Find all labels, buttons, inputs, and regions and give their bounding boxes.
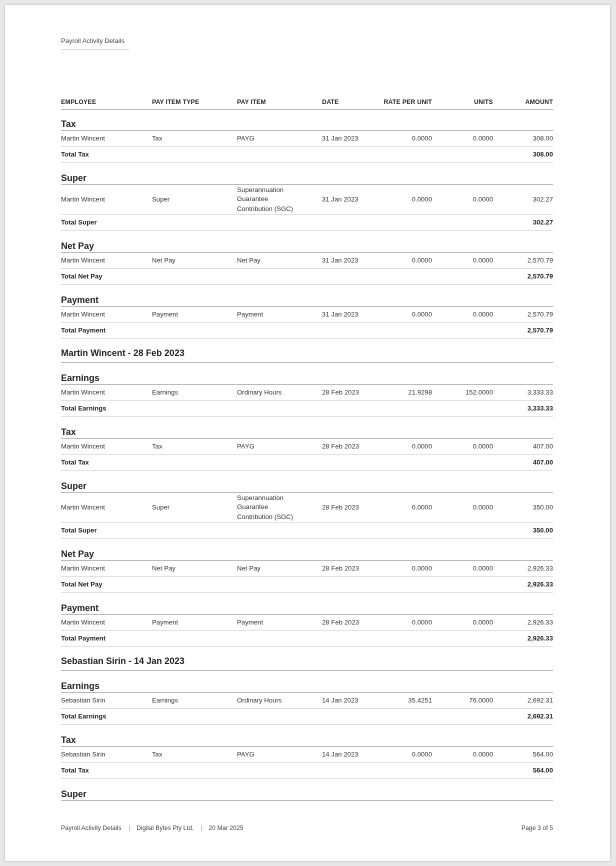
total-row bbox=[61, 401, 553, 417]
cell-units: 152.0000 bbox=[465, 388, 493, 396]
cell-units: 0.0000 bbox=[472, 564, 493, 572]
cell-date: 14 Jan 2023 bbox=[322, 696, 359, 704]
total-amount: 2,692.31 bbox=[527, 712, 553, 720]
cell-amount: 302.27 bbox=[532, 195, 553, 203]
page-footer bbox=[61, 825, 553, 832]
cell-date: 28 Feb 2023 bbox=[322, 503, 360, 511]
total-amount: 350.00 bbox=[532, 526, 553, 534]
cell-date: 28 Feb 2023 bbox=[322, 388, 360, 396]
cell-amount: 2,570.79 bbox=[527, 310, 553, 318]
total-amount: 2,926.33 bbox=[527, 634, 553, 642]
cell-date: 14 Jan 2023 bbox=[322, 750, 359, 758]
total-row bbox=[61, 577, 553, 593]
total-row bbox=[61, 323, 553, 339]
total-row bbox=[61, 523, 553, 539]
cell-rate-per-unit: 21.9298 bbox=[408, 388, 432, 396]
table-row bbox=[61, 747, 553, 763]
cell-units: 0.0000 bbox=[472, 310, 493, 318]
cell-pay-item: Ordinary Hours bbox=[237, 696, 282, 704]
cell-rate-per-unit: 0.0000 bbox=[411, 503, 432, 511]
cell-rate-per-unit: 35.4251 bbox=[408, 696, 432, 704]
column-amount: AMOUNT bbox=[525, 99, 553, 106]
total-row bbox=[61, 215, 553, 231]
total-label: Total Earnings bbox=[61, 712, 107, 720]
section-title: Super bbox=[61, 163, 553, 185]
cell-units: 0.0000 bbox=[472, 618, 493, 626]
table-row bbox=[61, 693, 553, 709]
cell-pay-item-type: Super bbox=[152, 503, 170, 511]
cell-pay-item-type: Tax bbox=[152, 750, 163, 758]
table-row bbox=[61, 493, 553, 523]
total-label: Total Net Pay bbox=[61, 580, 103, 588]
section-title: Tax bbox=[61, 417, 553, 439]
cell-date: 31 Jan 2023 bbox=[322, 310, 359, 318]
section-title: Net Pay bbox=[61, 231, 553, 253]
total-label: Total Net Pay bbox=[61, 272, 103, 280]
cell-rate-per-unit: 0.0000 bbox=[411, 750, 432, 758]
cell-employee: Martin Wincent bbox=[61, 388, 105, 396]
cell-pay-item-type: Net Pay bbox=[152, 564, 176, 572]
cell-rate-per-unit: 0.0000 bbox=[411, 195, 432, 203]
total-amount: 3,333.33 bbox=[527, 404, 553, 412]
total-amount: 407.00 bbox=[532, 458, 553, 466]
table-row bbox=[61, 561, 553, 577]
section-title: Earnings bbox=[61, 363, 553, 385]
cell-pay-item-type: Super bbox=[152, 195, 170, 203]
total-label: Total Earnings bbox=[61, 404, 107, 412]
cell-pay-item: Ordinary Hours bbox=[237, 388, 282, 396]
cell-amount: 2,926.33 bbox=[527, 618, 553, 626]
table-row bbox=[61, 185, 553, 215]
cell-rate-per-unit: 0.0000 bbox=[411, 256, 432, 264]
total-label: Total Super bbox=[61, 218, 97, 226]
section-title: Super bbox=[61, 471, 553, 493]
cell-pay-item-type: Payment bbox=[152, 310, 179, 318]
cell-pay-item-type: Tax bbox=[152, 134, 163, 142]
cell-date: 28 Feb 2023 bbox=[322, 618, 360, 626]
cell-units: 76.0000 bbox=[469, 696, 493, 704]
total-label: Total Tax bbox=[61, 150, 89, 158]
cell-amount: 407.00 bbox=[532, 442, 553, 450]
cell-pay-item: Superannuation Guarantee Contribution (SGC) bbox=[237, 494, 294, 521]
column-date: DATE bbox=[322, 99, 339, 106]
total-row bbox=[61, 455, 553, 471]
section-title: Earnings bbox=[61, 671, 553, 693]
footer-page-number: Page 3 of 5 bbox=[521, 825, 553, 832]
total-label: Total Tax bbox=[61, 458, 89, 466]
footer-date: 20 Mar 2025 bbox=[208, 825, 244, 832]
report-page bbox=[5, 5, 610, 861]
cell-pay-item-type: Earnings bbox=[152, 696, 179, 704]
cell-pay-item: PAYG bbox=[237, 750, 255, 758]
total-amount: 302.27 bbox=[532, 218, 553, 226]
cell-employee: Martin Wincent bbox=[61, 310, 105, 318]
total-row bbox=[61, 147, 553, 163]
column-pay-item-type: PAY ITEM TYPE bbox=[152, 99, 200, 106]
cell-rate-per-unit: 0.0000 bbox=[411, 442, 432, 450]
cell-amount: 2,570.79 bbox=[527, 256, 553, 264]
cell-rate-per-unit: 0.0000 bbox=[411, 618, 432, 626]
section-title: Tax bbox=[61, 725, 553, 747]
total-amount: 564.00 bbox=[532, 766, 553, 774]
cell-amount: 350.00 bbox=[532, 503, 553, 511]
cell-amount: 564.00 bbox=[532, 750, 553, 758]
footer-company: Digital Bytes Pty Ltd. bbox=[137, 825, 202, 832]
cell-units: 0.0000 bbox=[472, 256, 493, 264]
cell-units: 0.0000 bbox=[472, 195, 493, 203]
cell-employee: Martin Wincent bbox=[61, 256, 105, 264]
table-row bbox=[61, 615, 553, 631]
total-label: Total Payment bbox=[61, 634, 106, 642]
column-pay-item: PAY ITEM bbox=[237, 99, 266, 106]
cell-employee: Martin Wincent bbox=[61, 503, 105, 511]
cell-units: 0.0000 bbox=[472, 442, 493, 450]
cell-date: 31 Jan 2023 bbox=[322, 134, 359, 142]
report-title: Payroll Activity Details bbox=[61, 38, 129, 50]
cell-pay-item: Net Pay bbox=[237, 256, 261, 264]
cell-date: 28 Feb 2023 bbox=[322, 442, 360, 450]
column-rate-per-unit: RATE PER UNIT bbox=[383, 99, 432, 106]
section-title: Payment bbox=[61, 593, 553, 615]
cell-pay-item: Payment bbox=[237, 310, 264, 318]
total-row bbox=[61, 763, 553, 779]
cell-amount: 308.00 bbox=[532, 134, 553, 142]
section-title: Net Pay bbox=[61, 539, 553, 561]
cell-amount: 2,692.31 bbox=[527, 696, 553, 704]
cell-amount: 2,926.33 bbox=[527, 564, 553, 572]
employee-period-heading: Martin Wincent - 28 Feb 2023 bbox=[61, 339, 553, 363]
cell-rate-per-unit: 0.0000 bbox=[411, 310, 432, 318]
cell-pay-item-type: Payment bbox=[152, 618, 179, 626]
cell-employee: Martin Wincent bbox=[61, 134, 105, 142]
cell-employee: Martin Wincent bbox=[61, 618, 105, 626]
cell-pay-item-type: Earnings bbox=[152, 388, 179, 396]
cell-employee: Martin Wincent bbox=[61, 195, 105, 203]
cell-pay-item-type: Net Pay bbox=[152, 256, 176, 264]
table-row bbox=[61, 131, 553, 147]
cell-rate-per-unit: 0.0000 bbox=[411, 564, 432, 572]
table-row bbox=[61, 307, 553, 323]
cell-pay-item: PAYG bbox=[237, 442, 255, 450]
total-label: Total Super bbox=[61, 526, 97, 534]
table-row bbox=[61, 253, 553, 269]
cell-units: 0.0000 bbox=[472, 503, 493, 511]
section-title: Super bbox=[61, 779, 553, 801]
total-label: Total Tax bbox=[61, 766, 89, 774]
cell-units: 0.0000 bbox=[472, 134, 493, 142]
total-row bbox=[61, 709, 553, 725]
total-amount: 2,926.33 bbox=[527, 580, 553, 588]
total-amount: 2,570.79 bbox=[527, 326, 553, 334]
cell-employee: Sebastian Sirin bbox=[61, 750, 106, 758]
cell-date: 31 Jan 2023 bbox=[322, 195, 359, 203]
cell-pay-item: Net Pay bbox=[237, 564, 261, 572]
cell-pay-item: PAYG bbox=[237, 134, 255, 142]
report-body bbox=[61, 109, 553, 801]
cell-units: 0.0000 bbox=[472, 750, 493, 758]
cell-date: 31 Jan 2023 bbox=[322, 256, 359, 264]
total-amount: 2,570.79 bbox=[527, 272, 553, 280]
cell-employee: Martin Wincent bbox=[61, 564, 105, 572]
section-title: Tax bbox=[61, 109, 553, 131]
table-row bbox=[61, 385, 553, 401]
cell-employee: Martin Wincent bbox=[61, 442, 105, 450]
column-units: UNITS bbox=[473, 99, 493, 106]
total-amount: 308.00 bbox=[532, 150, 553, 158]
section-title: Payment bbox=[61, 285, 553, 307]
cell-amount: 3,333.33 bbox=[527, 388, 553, 396]
employee-period-heading: Sebastian Sirin - 14 Jan 2023 bbox=[61, 647, 553, 671]
column-employee: EMPLOYEE bbox=[61, 99, 97, 106]
cell-date: 28 Feb 2023 bbox=[322, 564, 360, 572]
cell-pay-item: Superannuation Guarantee Contribution (SGC) bbox=[237, 186, 294, 213]
footer-report-name: Payroll Activity Details bbox=[61, 825, 130, 832]
cell-pay-item-type: Tax bbox=[152, 442, 163, 450]
cell-rate-per-unit: 0.0000 bbox=[411, 134, 432, 142]
cell-employee: Sebastian Sirin bbox=[61, 696, 106, 704]
total-row bbox=[61, 269, 553, 285]
cell-pay-item: Payment bbox=[237, 618, 264, 626]
table-row bbox=[61, 439, 553, 455]
total-row bbox=[61, 631, 553, 647]
total-label: Total Payment bbox=[61, 326, 106, 334]
